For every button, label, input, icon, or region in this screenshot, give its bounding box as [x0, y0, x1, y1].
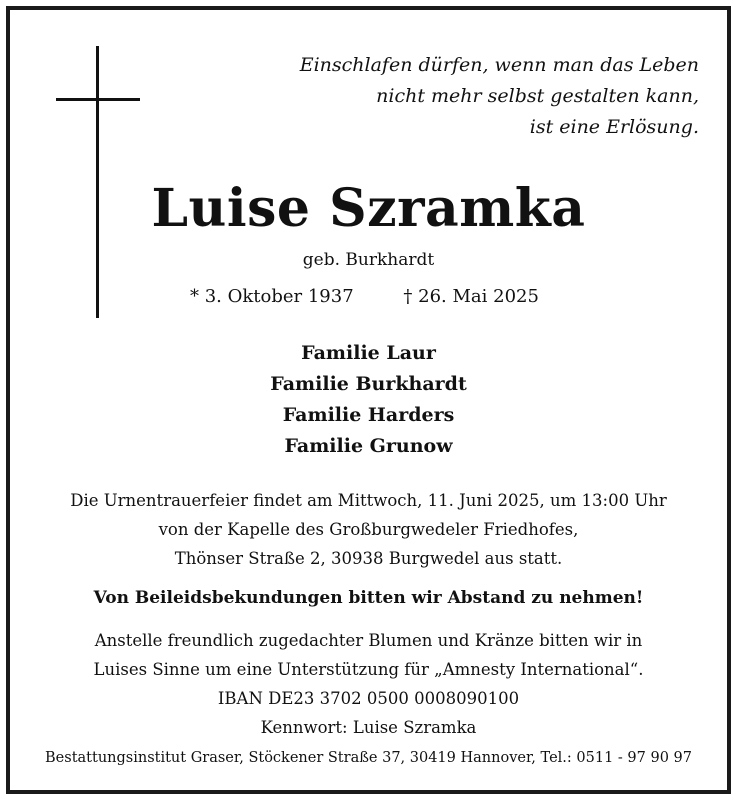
motto-line: ist eine Erlösung. — [529, 116, 699, 138]
donation-line: Anstelle freundlich zugedachter Blumen und Kränze bitten wir in — [94, 631, 643, 650]
obituary-frame — [6, 6, 731, 794]
life-dates — [190, 286, 539, 307]
motto-line: Einschlafen dürfen, wenn man das Leben — [299, 54, 699, 76]
keyword-line: Kennwort: Luise Szramka — [260, 718, 477, 737]
motto-verse — [300, 50, 699, 143]
family-name: Familie Burkhardt — [270, 373, 467, 395]
mourning-families — [10, 338, 727, 462]
ceremony-line: Thönser Straße 2, 30938 Burgwedel aus statt. — [174, 549, 563, 568]
family-name: Familie Laur — [301, 342, 436, 364]
deceased-name: Luise Szramka — [151, 178, 586, 239]
donation-line: Luises Sinne um eine Unterstützung für „Amnesty International“. — [93, 660, 644, 679]
birth-date: * 3. Oktober 1937 — [190, 286, 354, 307]
ceremony-line: Die Urnentrauerfeier findet am Mittwoch, 11. Juni 2025, um 13:00 Uhr — [70, 491, 667, 510]
motto-line: nicht mehr selbst gestalten kann, — [376, 85, 699, 107]
donation-info — [10, 626, 727, 742]
funeral-home-footer: Bestattungsinstitut Graser, Stöckener Straße 37, 30419 Hannover, Tel.: 0511 - 97 90 97 — [45, 750, 692, 766]
condolence-request: Von Beileidsbekundungen bitten wir Abstand zu nehmen! — [93, 588, 644, 608]
birth-name: geb. Burkhardt — [302, 250, 435, 270]
family-name: Familie Harders — [282, 404, 455, 426]
ceremony-line: von der Kapelle des Großburgwedeler Friedhofes, — [158, 520, 579, 539]
iban-line: IBAN DE23 3702 0500 0008090100 — [217, 689, 520, 708]
cross-icon-bar — [56, 98, 140, 101]
death-date: † 26. Mai 2025 — [403, 286, 539, 307]
family-name: Familie Grunow — [284, 435, 453, 457]
ceremony-info — [10, 486, 727, 573]
